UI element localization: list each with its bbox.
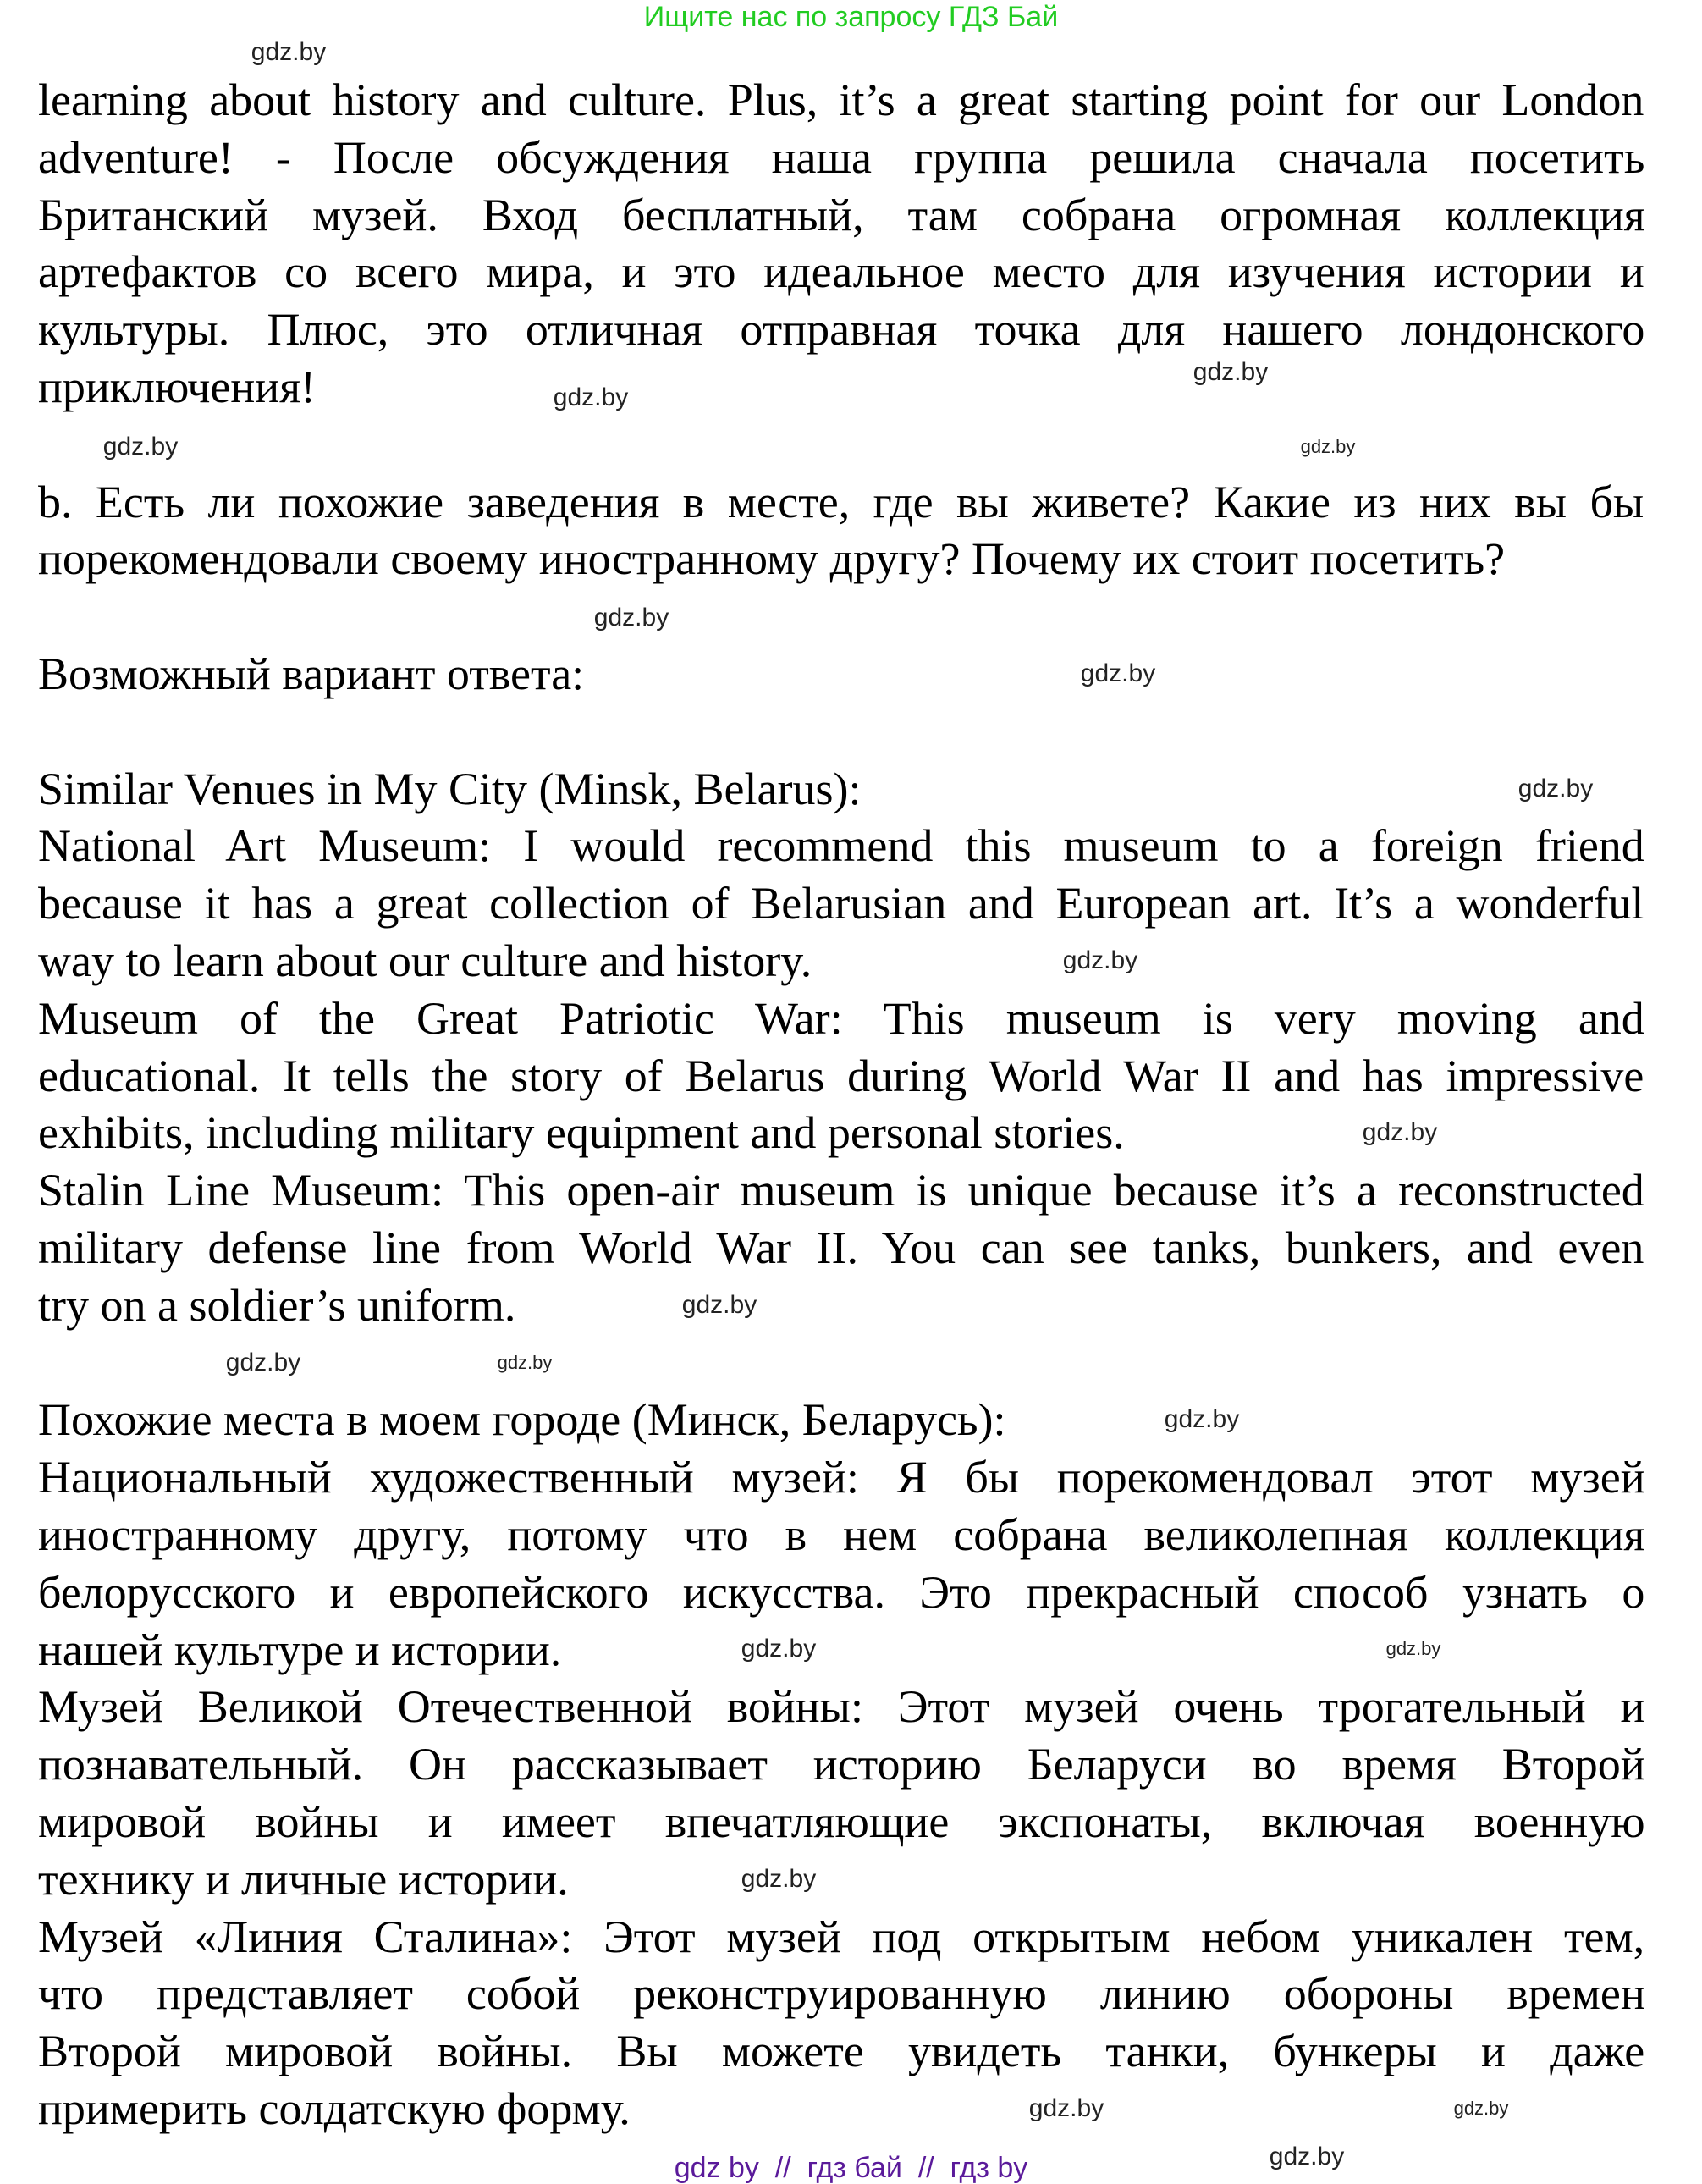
text-line: way to learn about our culture and history.: [38, 935, 812, 986]
watermark: gdz.by: [1453, 2098, 1509, 2119]
text-line: Музей «Линия Сталина»: Этот музей под открытым небом уникален тем,: [38, 1911, 1645, 1962]
text-line: Второй мировой войны. Вы можете увидеть танки, бункеры и даже: [38, 2026, 1645, 2077]
text-line: Stalin Line Museum: This open-air museum is unique because it’s a reconstructed: [38, 1165, 1644, 1216]
watermark: gdz.by: [102, 433, 179, 461]
watermark: gdz.by: [1300, 436, 1356, 457]
watermark: gdz.by: [1028, 2094, 1104, 2122]
text-line: adventure! - После обсуждения наша группа решила сначала посетить: [38, 131, 1645, 183]
text-line: b. Есть ли похожие заведения в месте, где вы живете? Какие из них вы бы: [38, 476, 1644, 527]
watermark: gdz.by: [1362, 1118, 1438, 1146]
text-line: культуры. Плюс, это отличная отправная точка для нашего лондонского: [38, 304, 1645, 356]
watermark: gdz.by: [1517, 775, 1594, 802]
text-line: because it has a great collection of Belarusian and European art. It’s a wonderful: [38, 878, 1644, 929]
text-line: Similar Venues in My City (Minsk, Belarus):: [38, 763, 862, 814]
text-line: Возможный вариант ответа:: [38, 648, 585, 699]
text-line: Национальный художественный музей: Я бы порекомендовал этот музей: [38, 1452, 1645, 1503]
text-line: порекомендовали своему иностранному другу? Почему их стоит посетить?: [38, 533, 1506, 585]
text-line: Museum of the Great Patriotic War: This museum is very moving and: [38, 992, 1644, 1044]
text-line: белорусского и европейского искусства. Это прекрасный способ узнать о: [38, 1566, 1645, 1618]
text-line: что представляет собой реконструированную линию обороны времен: [38, 1968, 1645, 2020]
text-line: Британский музей. Вход бесплатный, там собрана огромная коллекция: [38, 189, 1645, 240]
text-line: learning about history and culture. Plus, it’s a great starting point for our London: [38, 74, 1644, 125]
watermark: gdz.by: [593, 604, 669, 631]
text-line: познавательный. Он рассказывает историю Беларуси во время Второй: [38, 1739, 1645, 1790]
text-line: артефактов со всего мира, и это идеальное место для изучения истории и: [38, 246, 1644, 298]
footer-links[interactable]: gdz by // гдз бай // гдз by: [674, 2152, 1028, 2184]
watermark: gdz.by: [741, 1635, 817, 1663]
text-line: Похожие места в моем городе (Минск, Беларусь):: [38, 1394, 1006, 1446]
text-line: Музей Великой Отечественной войны: Этот музей очень трогательный и: [38, 1681, 1645, 1733]
promo-header: Ищите нас по запросу ГДЗ Бай: [643, 1, 1059, 33]
text-line: military defense line from World War II. You can see tanks, bunkers, and even: [38, 1222, 1644, 1273]
text-line: National Art Museum: I would recommend this museum to a foreign friend: [38, 820, 1644, 872]
watermark: gdz.by: [1062, 946, 1138, 974]
watermark: gdz.by: [1269, 2143, 1345, 2170]
watermark: gdz.by: [741, 1865, 817, 1893]
watermark: gdz.by: [553, 383, 629, 411]
watermark: gdz.by: [1385, 1638, 1441, 1659]
watermark: gdz.by: [251, 38, 327, 66]
text-line: educational. It tells the story of Belarus during World War II and has impressive: [38, 1050, 1644, 1101]
watermark: gdz.by: [1193, 358, 1269, 386]
text-line: технику и личные истории.: [38, 1853, 569, 1905]
text-line: иностранному другу, потому что в нем собрана великолепная коллекция: [38, 1509, 1645, 1560]
watermark: gdz.by: [225, 1348, 301, 1376]
text-line: exhibits, including military equipment and personal stories.: [38, 1107, 1125, 1159]
text-line: приключения!: [38, 361, 317, 412]
text-line: try on a soldier’s uniform.: [38, 1279, 516, 1331]
watermark: gdz.by: [681, 1291, 757, 1319]
text-line: мировой войны и имеет впечатляющие экспонаты, включая военную: [38, 1796, 1645, 1847]
watermark: gdz.by: [1080, 659, 1156, 687]
watermark: gdz.by: [1164, 1405, 1240, 1433]
text-line: примерить солдатскую форму.: [38, 2083, 631, 2134]
text-line: нашей культуре и истории.: [38, 1624, 562, 1675]
watermark: gdz.by: [497, 1352, 553, 1373]
